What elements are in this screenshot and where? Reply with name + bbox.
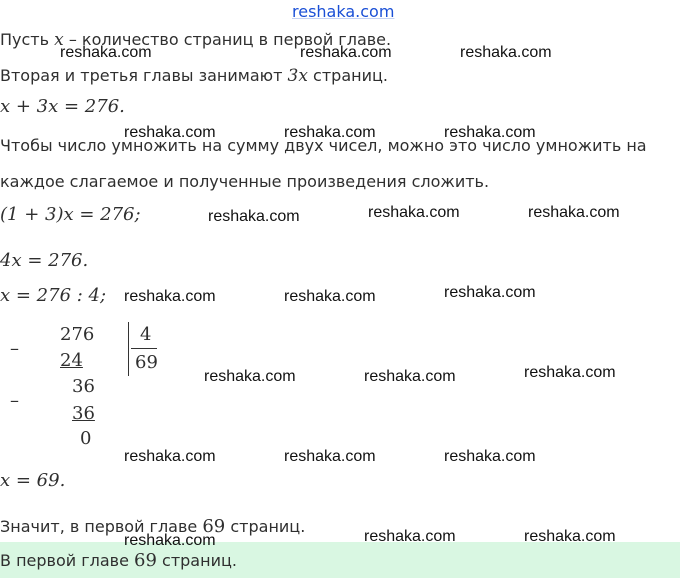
divisor: 4 (140, 324, 152, 345)
dividend: 276 (60, 324, 95, 345)
watermark: reshaka.com (284, 448, 376, 465)
watermark: reshaka.com (364, 528, 456, 545)
equation-2: (1 + 3)x = 276; (0, 204, 141, 225)
answer-text: В первой главе 69 страниц. (0, 550, 237, 571)
minus-sign-1: – (10, 338, 19, 359)
division-horizontal-line (131, 348, 157, 349)
watermark: reshaka.com (60, 44, 152, 61)
watermark: reshaka.com (300, 44, 392, 61)
division-vertical-line (128, 322, 129, 376)
equation-4: x = 276 : 4; (0, 285, 107, 306)
explanation-line-1: Чтобы число умножить на сумму двух чисел, можно это число умножить на (0, 136, 647, 155)
conclusion-line: Значит, в первой главе 69 страниц. (0, 516, 306, 537)
subtrahend-1: 24 (60, 350, 83, 371)
watermark: reshaka.com (528, 204, 620, 221)
final-remainder: 0 (80, 428, 92, 449)
watermark: reshaka.com (124, 532, 216, 549)
watermark: reshaka.com (284, 288, 376, 305)
remainder-1: 36 (72, 376, 95, 397)
watermark: reshaka.com (124, 288, 216, 305)
watermark: reshaka.com (524, 364, 616, 381)
quotient: 69 (135, 352, 158, 373)
watermark: reshaka.com (364, 368, 456, 385)
watermark: reshaka.com (284, 124, 376, 141)
subtrahend-2: 36 (72, 403, 95, 424)
watermark: reshaka.com (444, 448, 536, 465)
watermark: reshaka.com (460, 44, 552, 61)
watermark: reshaka.com (204, 368, 296, 385)
equation-3: 4x = 276. (0, 250, 89, 271)
intro-line-2: Вторая и третья главы занимают 3x страниц. (0, 66, 388, 86)
equation-5: x = 69. (0, 470, 66, 491)
watermark: reshaka.com (444, 284, 536, 301)
site-link[interactable]: reshaka.com (292, 2, 395, 21)
equation-1: x + 3x = 276. (0, 96, 125, 117)
intro-line-1: Пусть x – количество страниц в первой главе. (0, 30, 392, 50)
watermark: reshaka.com (124, 124, 216, 141)
minus-sign-2: – (10, 390, 19, 411)
watermark: reshaka.com (368, 204, 460, 221)
explanation-line-2: каждое слагаемое и полученные произведения сложить. (0, 172, 490, 191)
watermark: reshaka.com (444, 124, 536, 141)
watermark: reshaka.com (124, 448, 216, 465)
watermark: reshaka.com (524, 528, 616, 545)
watermark: reshaka.com (208, 208, 300, 225)
answer-box (0, 542, 680, 578)
